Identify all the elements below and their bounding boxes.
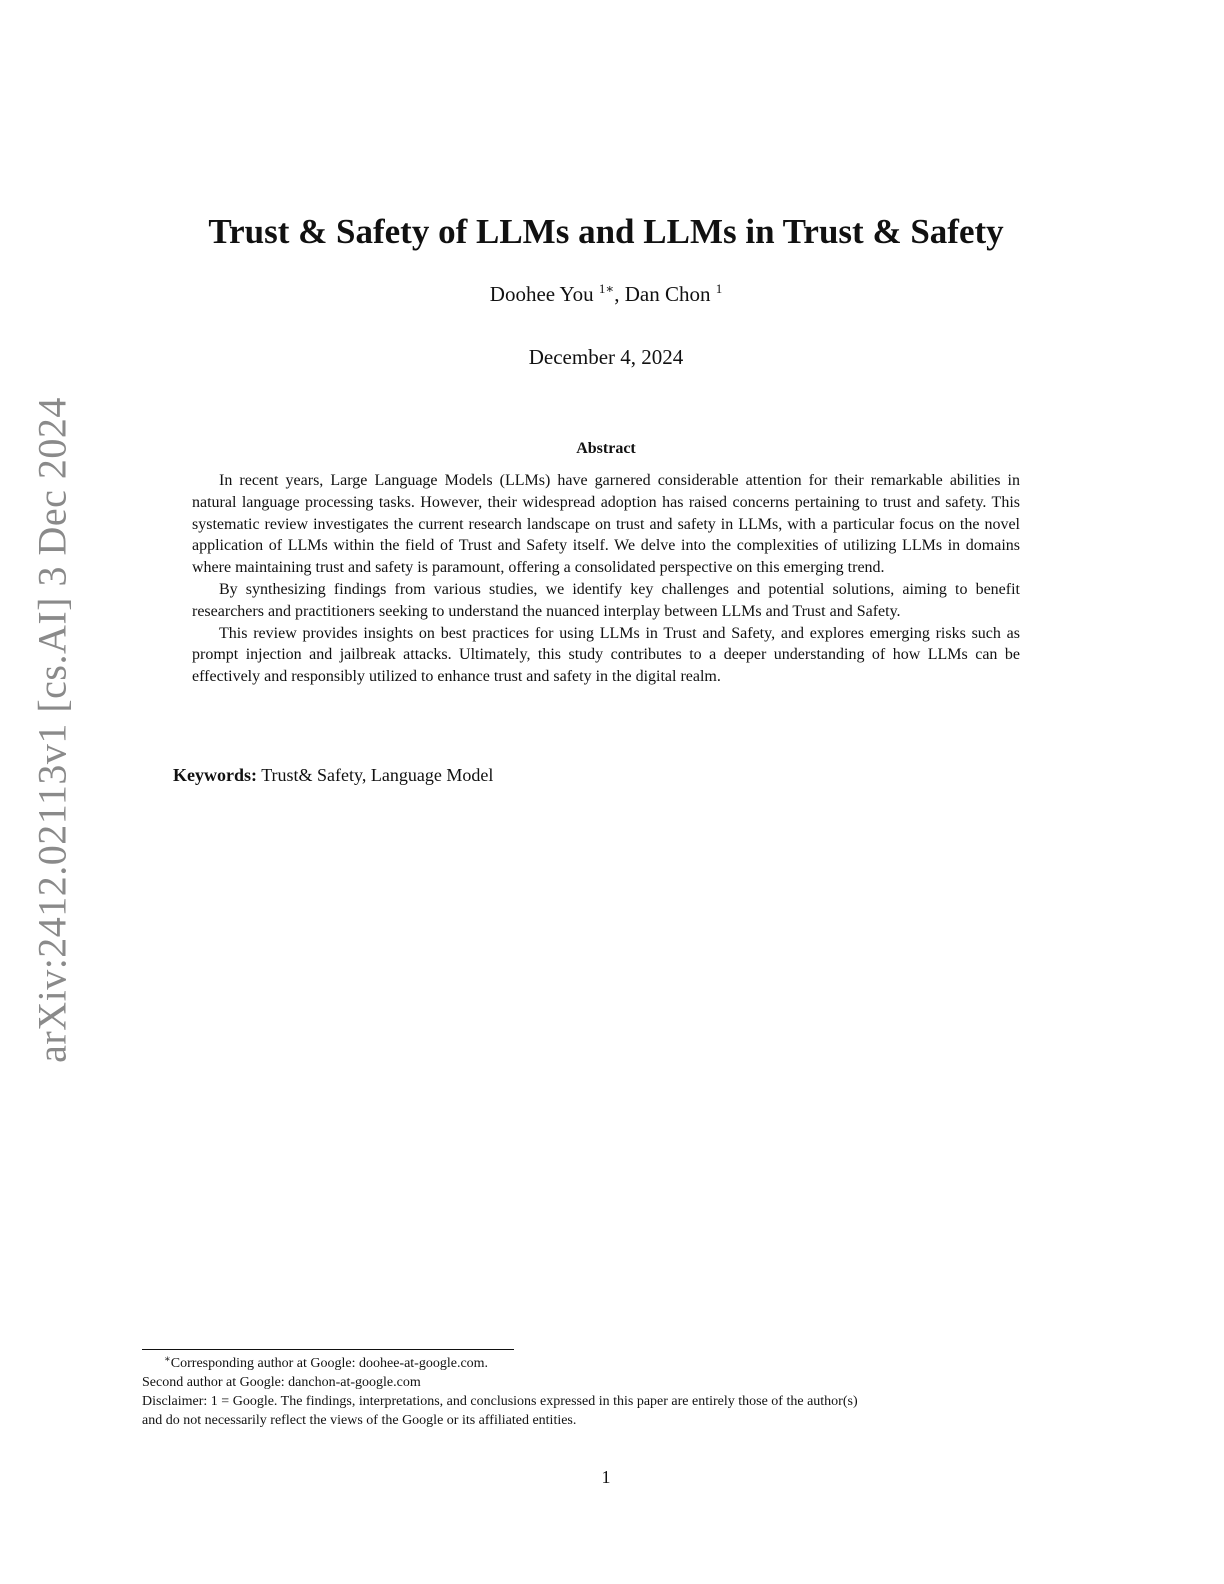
author-second-affiliation: 1 <box>715 281 723 296</box>
author-first-corresponding-mark: ∗ <box>605 281 615 296</box>
abstract-paragraph: In recent years, Large Language Models (LLMs) have garnered considerable attention for their remarkable abilities in natural language processing tasks. However, their widespread adoption has raised concerns pertaining to trust and safety. This systematic review investigates the current research landscape on trust and safety in LLMs, with a particular focus on the novel application of LLMs within the field of Trust and Safety itself. We delve into the complexities of utilizing LLMs in domains where maintaining trust and safety is paramount, offering a consolidated perspective on this emerging trend. <box>192 472 1020 577</box>
abstract-body <box>192 470 1020 688</box>
footnote-disclaimer-line-2: and do not necessarily reflect the views of the Google or its affiliated entities. <box>142 1413 577 1428</box>
keywords-value: Trust& Safety, Language Model <box>261 765 494 785</box>
author-separator: , <box>614 282 625 306</box>
page-number: 1 <box>601 1467 611 1487</box>
footnote-disclaimer-line-1: Disclaimer: 1 = Google. The findings, interpretations, and conclusions expressed in this paper are entirely those of the author(s) <box>142 1394 858 1409</box>
abstract-paragraph: This review provides insights on best practices for using LLMs in Trust and Safety, and explores emerging risks such as prompt injection and jailbreak attacks. Ultimately, this study contributes to a deeper understanding of how LLMs can be effectively and responsibly utilized to enhance trust and safety in the digital realm. <box>192 624 1020 686</box>
footnote-corresponding <box>142 1354 1082 1373</box>
footnote-second-author: Second author at Google: danchon-at-google.com <box>142 1375 421 1390</box>
author-list <box>0 282 1212 307</box>
arxiv-identifier-text: arXiv:2412.02113v1 [cs.AI] 3 Dec 2024 <box>29 397 75 1063</box>
footnote-divider <box>142 1349 514 1350</box>
footnotes <box>142 1354 1082 1430</box>
footnote-corresponding-text: Corresponding author at Google: doohee-at-google.com. <box>170 1356 489 1371</box>
paper-date: December 4, 2024 <box>528 345 684 369</box>
author-first-name: Doohee You <box>489 282 599 306</box>
abstract-heading: Abstract <box>576 440 636 457</box>
keywords-label: Keywords: <box>173 765 257 785</box>
author-first-affiliation: 1 <box>598 281 606 296</box>
author-second-name: Dan Chon <box>624 282 716 306</box>
keywords <box>173 765 493 786</box>
paper-title: Trust & Safety of LLMs and LLMs in Trust & Safety <box>208 212 1004 251</box>
footnote-mark: ∗ <box>164 1354 171 1365</box>
abstract-paragraph: By synthesizing findings from various studies, we identify key challenges and potential solutions, aiming to benefit researchers and practitioners seeking to understand the nuanced interplay between LLMs and Trust and Safety. <box>192 580 1020 620</box>
